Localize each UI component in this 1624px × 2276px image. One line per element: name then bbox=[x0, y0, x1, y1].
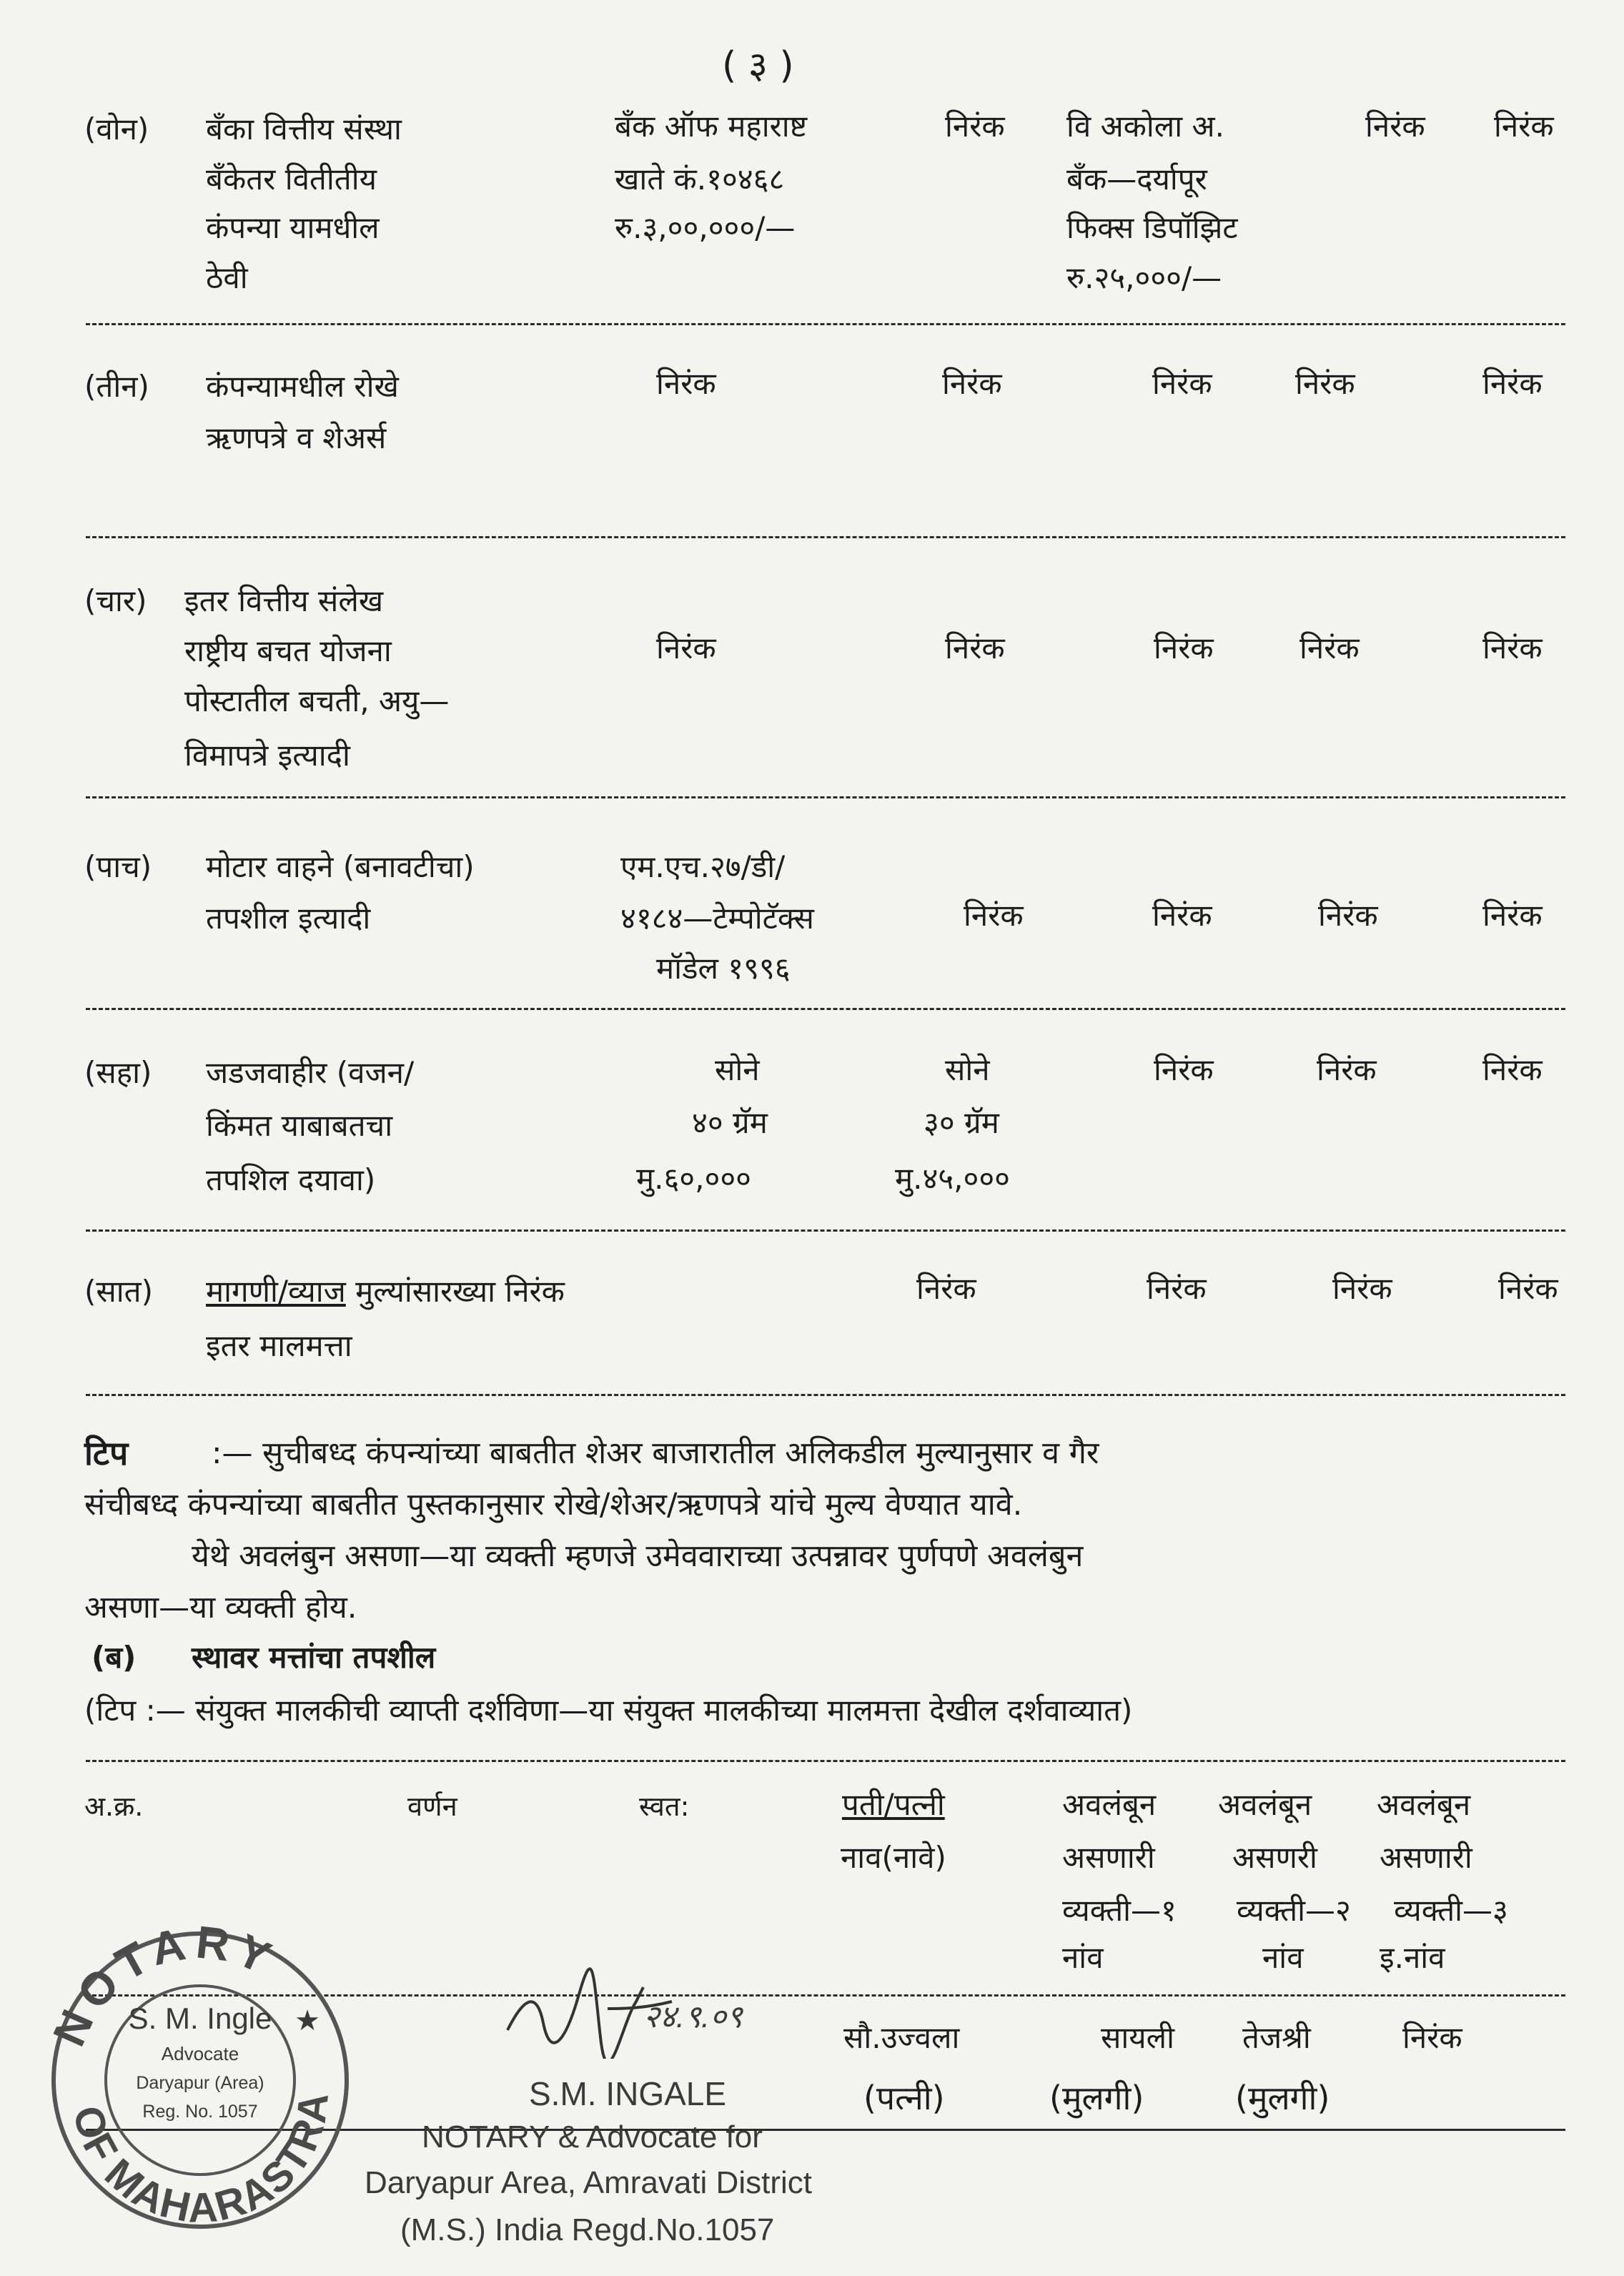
header-dep2: व्यक्ती—२ bbox=[1237, 1893, 1351, 1928]
dep1-name: सायली bbox=[1101, 2020, 1174, 2055]
header-dep1: असणारी bbox=[1062, 1840, 1155, 1875]
header-dep1: नांव bbox=[1062, 1940, 1104, 1975]
header-dep3: इ.नांव bbox=[1380, 1940, 1445, 1975]
cell: निरंक bbox=[916, 1271, 976, 1306]
row-divider bbox=[86, 1229, 1565, 1232]
cell-dep1: फिक्स डिपॉझिट bbox=[1066, 210, 1238, 245]
section-label-line: राष्ट्रीय बचत योजना bbox=[184, 633, 392, 668]
seal-reg: Reg. No. 1057 bbox=[142, 2102, 258, 2122]
cell: निरंक bbox=[1154, 630, 1214, 666]
cell: निरंक bbox=[1152, 366, 1212, 401]
section-b-note: (टिप :— संयुक्त मालकीची व्याप्ती दर्शविणा—या संयुक्त मालकीच्या मालमत्ता देखील दर्शवाव्यात) bbox=[84, 1693, 1133, 1728]
cell: निरंक bbox=[964, 898, 1024, 933]
cell: निरंक bbox=[1482, 630, 1543, 666]
notary-seal bbox=[36, 1901, 365, 2259]
section-label-line: मोटार वाहने (बनावटीचा) bbox=[206, 849, 475, 884]
cell-self: मॉडेल १९९६ bbox=[656, 951, 791, 986]
section-label-line: ठेवी bbox=[206, 260, 248, 295]
cell-dep1: रु.२५,०००/— bbox=[1066, 260, 1222, 295]
cell-spouse: मु.४५,००० bbox=[895, 1161, 1011, 1196]
header-dep3: व्यक्ती—३ bbox=[1394, 1893, 1508, 1928]
note-line: येथे अवलंबुन असणा—या व्यक्ती म्हणजे उमेववाराच्या उत्पन्नावर पुर्णपणे अवलंबुन bbox=[192, 1538, 1084, 1574]
section-number: (पाच) bbox=[84, 849, 152, 884]
section-b-letter: (ब) bbox=[91, 1640, 137, 1675]
section-label-line: विमापत्रे इत्यादी bbox=[184, 738, 350, 773]
cell-spouse: निरंक bbox=[945, 109, 1005, 144]
cell-self: रु.३,००,०००/— bbox=[615, 210, 796, 245]
row-divider bbox=[86, 536, 1565, 538]
seal-outer-bottom: OF MAHARASTRA bbox=[64, 2089, 338, 2232]
row-divider bbox=[86, 1008, 1565, 1010]
cell: निरंक bbox=[1299, 630, 1360, 666]
dep2-name: तेजश्री bbox=[1242, 2020, 1311, 2055]
section-label-line: कंपन्यामधील रोखे bbox=[206, 369, 399, 404]
cell: निरंक bbox=[1482, 898, 1543, 933]
cell: निरंक bbox=[1154, 1052, 1214, 1087]
cell: निरंक bbox=[1482, 366, 1543, 401]
seal-star: ★ bbox=[294, 2004, 320, 2037]
note-heading: टिप bbox=[84, 1434, 129, 1473]
section-number: (तीन) bbox=[84, 369, 149, 404]
seal-title: Advocate bbox=[161, 2043, 239, 2064]
header-dep2: अवलंबून bbox=[1218, 1787, 1312, 1822]
dep2-relation: (मुलगी) bbox=[1235, 2079, 1330, 2117]
cell: निरंक bbox=[656, 366, 716, 401]
cell-dep2: निरंक bbox=[1365, 109, 1425, 144]
section-label-line: तपशील इत्यादी bbox=[206, 901, 371, 936]
cell-self: एम.एच.२७/डी/ bbox=[620, 849, 786, 884]
cell: निरंक bbox=[656, 630, 716, 666]
cell-self: ४० ग्रॅम bbox=[692, 1105, 768, 1140]
dep1-relation: (मुलगी) bbox=[1049, 2079, 1144, 2117]
header-self: स्वत: bbox=[639, 1791, 690, 1822]
signature-line2: Daryapur Area, Amravati District bbox=[365, 2165, 812, 2200]
cell: निरंक bbox=[945, 630, 1005, 666]
header-spouse: पती/पत्नी bbox=[842, 1787, 945, 1822]
label-rest: मुल्यांसारख्या निरंक bbox=[345, 1274, 565, 1309]
label-underlined: मागणी/व्याज bbox=[206, 1274, 346, 1309]
cell: निरंक bbox=[1318, 898, 1378, 933]
section-label-line: इतर मालमत्ता bbox=[206, 1328, 352, 1363]
header-spouse-names: नाव(नावे) bbox=[841, 1840, 946, 1875]
signature-date: २४.९.०९ bbox=[643, 1999, 743, 2034]
signature-name: S.M. INGALE bbox=[529, 2075, 727, 2112]
row-divider bbox=[86, 1394, 1565, 1396]
cell-self: बँक ऑफ महाराष्ट bbox=[615, 109, 808, 144]
spouse-relation: (पत्नी) bbox=[863, 2079, 945, 2117]
section-number: (चार) bbox=[84, 583, 147, 618]
section-label-line: किंमत याबाबतचा bbox=[206, 1108, 393, 1143]
cell-dep1: वि अकोला अ. bbox=[1066, 109, 1224, 144]
cell-self: ४१८४—टेम्पोटॅक्स bbox=[620, 901, 814, 936]
cell: निरंक bbox=[1482, 1052, 1543, 1087]
header-description: वर्णन bbox=[407, 1791, 457, 1822]
header-dep2: नांव bbox=[1262, 1940, 1304, 1975]
note-line: संचीबध्द कंपन्यांच्या बाबतीत पुस्तकानुसार रोखे/शेअर/ऋणपत्रे यांचे मुल्य वेण्यात यावे. bbox=[84, 1487, 1023, 1523]
cell: निरंक bbox=[1152, 898, 1212, 933]
cell-dep3: निरंक bbox=[1494, 109, 1554, 144]
section-label-line: जडजवाहीर (वजन/ bbox=[206, 1055, 415, 1090]
row-divider bbox=[86, 796, 1565, 798]
row-divider bbox=[86, 1760, 1565, 1762]
cell: निरंक bbox=[1147, 1271, 1207, 1306]
cell: निरंक bbox=[942, 366, 1002, 401]
section-number: (वोन) bbox=[84, 112, 149, 147]
header-dep3: अवलंबून bbox=[1377, 1787, 1471, 1822]
section-number: (सहा) bbox=[84, 1055, 152, 1090]
spouse-name: सौ.उज्वला bbox=[843, 2020, 960, 2055]
seal-name: S. M. Ingle bbox=[128, 2002, 272, 2035]
section-label-line: बँकेतर वितीतीय bbox=[206, 162, 377, 197]
note-line: असणा—या व्यक्ती होय. bbox=[84, 1590, 357, 1626]
section-label-line: इतर वित्तीय संलेख bbox=[184, 583, 384, 618]
header-serial: अ.क्र. bbox=[84, 1791, 144, 1822]
cell-spouse: सोने bbox=[945, 1052, 990, 1087]
cell-self: मु.६०,००० bbox=[636, 1161, 752, 1196]
cell-self: सोने bbox=[715, 1052, 760, 1087]
signature-line3: (M.S.) India Regd.No.1057 bbox=[400, 2212, 775, 2247]
row-divider bbox=[86, 323, 1565, 325]
section-label-line bbox=[206, 1274, 565, 1309]
page-number: ( ३ ) bbox=[722, 44, 794, 87]
section-label-line: तपशिल दयावा) bbox=[206, 1162, 376, 1197]
section-label-line: पोस्टातील बचती, अयु— bbox=[184, 683, 450, 718]
dep3-name: निरंक bbox=[1402, 2020, 1462, 2055]
section-label-line: कंपन्या यामधील bbox=[206, 210, 380, 245]
header-dep1: व्यक्ती—१ bbox=[1062, 1893, 1177, 1928]
section-label-line: बँका वित्तीय संस्था bbox=[206, 112, 402, 147]
section-number: (सात) bbox=[84, 1274, 153, 1309]
cell: निरंक bbox=[1317, 1052, 1377, 1087]
cell: निरंक bbox=[1498, 1271, 1558, 1306]
header-dep2: असणरी bbox=[1232, 1840, 1317, 1875]
cell-self: खाते कं.१०४६८ bbox=[615, 162, 785, 197]
signature-line1: NOTARY & Advocate for bbox=[422, 2119, 763, 2154]
cell: निरंक bbox=[1332, 1271, 1392, 1306]
cell-spouse: ३० ग्रॅम bbox=[924, 1105, 999, 1140]
seal-area: Daryapur (Area) bbox=[136, 2073, 264, 2093]
section-label-line: ऋणपत्रे व शेअर्स bbox=[206, 420, 387, 455]
cell-dep1: बँक—दर्यापूर bbox=[1066, 162, 1207, 197]
cell: निरंक bbox=[1295, 366, 1355, 401]
header-dep1: अवलंबून bbox=[1062, 1787, 1157, 1822]
note-line: :— सुचीबध्द कंपन्यांच्या बाबतीत शेअर बाजारातील अलिकडील मुल्यानुसार व गैर bbox=[212, 1435, 1099, 1471]
section-b-title: स्थावर मत्तांचा तपशील bbox=[192, 1640, 436, 1675]
seal-outer-top: NOTARY bbox=[43, 1916, 285, 2054]
header-dep3: असणारी bbox=[1380, 1840, 1472, 1875]
